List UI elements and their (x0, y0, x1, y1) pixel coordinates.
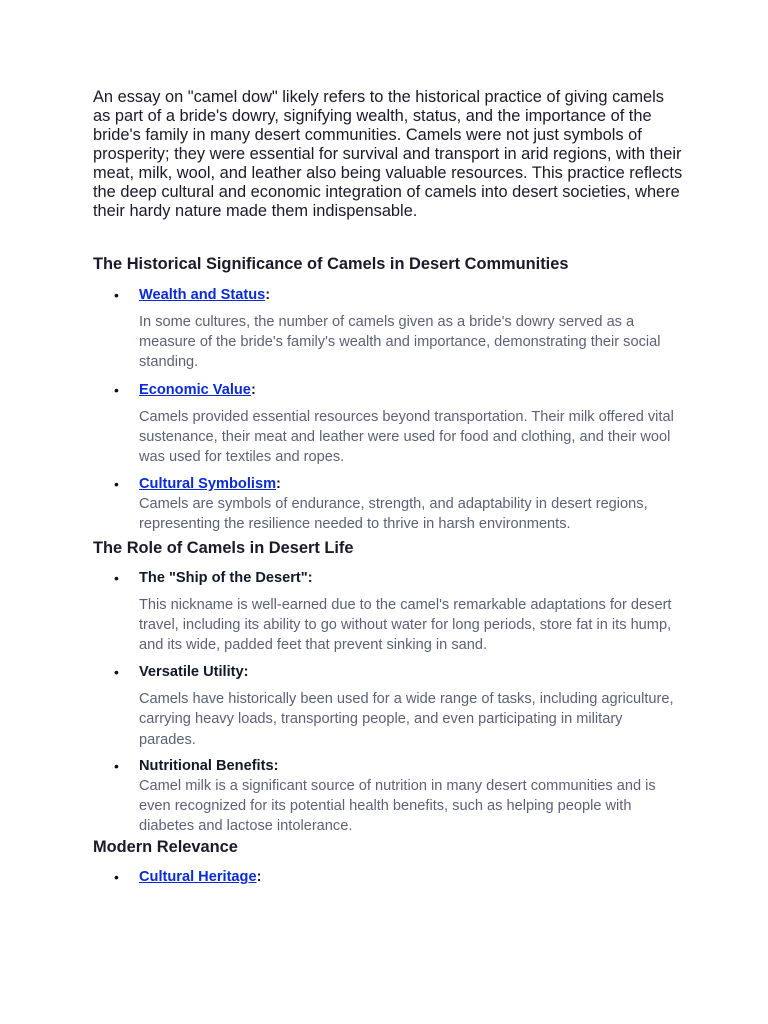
item-title: Versatile Utility: (139, 664, 249, 681)
item-title: Nutritional Benefits: (139, 757, 279, 774)
item-description: Camels provided essential resources beyond transportation. Their milk offered vital sustenance, their meat and leather were used for food and clothing, and their wool was used for textiles and ropes. (139, 408, 674, 466)
document-page (93, 88, 683, 887)
bullet-icon: • (114, 476, 119, 493)
item-link[interactable]: Cultural Heritage (139, 869, 257, 886)
list-item (93, 474, 683, 534)
item-title (139, 867, 683, 887)
list-item (93, 662, 683, 750)
item-colon: : (276, 476, 281, 493)
bullet-icon: • (114, 287, 119, 303)
item-colon: : (265, 287, 271, 303)
item-title (139, 285, 683, 305)
section-list (93, 568, 683, 837)
bullet-icon: • (114, 664, 119, 681)
list-item (93, 568, 683, 656)
item-title: The "Ship of the Desert": (139, 569, 313, 586)
item-description: Camel milk is a significant source of nutrition in many desert communities and is even recognized for its potential health benefits, such as helping people with diabetes and lactose intolerance. (139, 777, 656, 835)
list-item (93, 285, 683, 373)
item-link[interactable]: Cultural Symbolism (139, 476, 277, 493)
section-list (93, 867, 683, 887)
bullet-icon: • (114, 757, 119, 774)
item-description: In some cultures, the number of camels given as a bride's dowry served as a measure of the bride's family's wealth and importance, demonstrating their social standing. (139, 314, 661, 371)
item-colon: : (256, 869, 262, 886)
bullet-icon: • (114, 869, 119, 886)
item-description: Camels have historically been used for a wide range of tasks, including agriculture, carrying heavy loads, transporting people, and even participating in military parades. (139, 691, 674, 748)
item-title (139, 474, 683, 494)
section-list (93, 285, 683, 535)
list-item (93, 380, 683, 468)
section-heading: Modern Relevance (93, 838, 238, 857)
bullet-icon: • (114, 381, 119, 398)
intro-paragraph: An essay on "camel dow" likely refers to the historical practice of giving camels as part of a bride's dowry, signifying wealth, status, and the importance of the bride's family in many desert communities. Camels were not just symbols of prosperity; they were essential for survival and transport in arid regions, with their meat, milk, wool, and leather also being valuable resources. This practice reflects the deep cultural and economic integration of camels into desert societies, where their hardy nature made them indispensable. (93, 88, 683, 220)
item-link[interactable]: Wealth and Status (139, 287, 266, 303)
item-link[interactable]: Economic Value (139, 381, 251, 398)
list-item (93, 867, 683, 887)
item-description: Camels are symbols of endurance, strength, and adaptability in desert regions, representing the resilience needed to thrive in harsh environments. (139, 496, 648, 533)
item-title (139, 380, 683, 400)
bullet-icon: • (114, 569, 119, 586)
list-item (93, 756, 683, 837)
item-colon: : (250, 381, 256, 398)
item-description: This nickname is well-earned due to the camel's remarkable adaptations for desert travel, including its ability to go without water for long periods, store fat in its hump, and its wide, padded feet that prevent sinking in sand. (139, 596, 672, 654)
section-heading: The Role of Camels in Desert Life (93, 538, 354, 557)
section-heading: The Historical Significance of Camels in Desert Communities (93, 255, 569, 273)
